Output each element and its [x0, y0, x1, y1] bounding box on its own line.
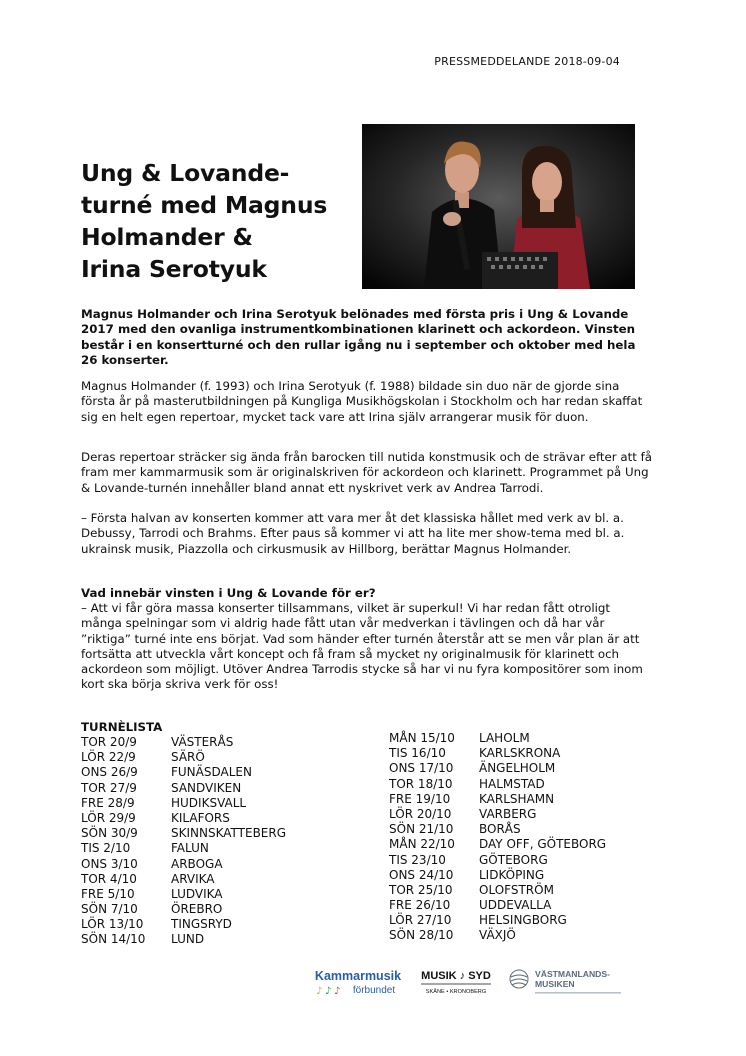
tour-date-row	[81, 781, 286, 796]
page-title	[81, 158, 356, 286]
tour-day: ONS 3/10	[81, 856, 138, 871]
duo-photo	[362, 124, 635, 289]
note-icon: ♪	[325, 986, 332, 997]
tour-date-row	[389, 822, 606, 837]
tour-date-row	[389, 853, 606, 868]
tour-city: SANDVIKEN	[171, 780, 242, 795]
tour-date-row	[389, 913, 606, 928]
tour-day: SÖN 28/10	[389, 928, 454, 943]
tour-list-heading: TURNÈLISTA	[81, 720, 163, 734]
tour-date-row	[81, 917, 286, 932]
title-line: Ung & Lovande-	[81, 159, 290, 187]
title-line: Irina Serotyuk	[81, 254, 267, 283]
tour-date-row	[81, 811, 286, 826]
tour-date-row	[81, 735, 286, 750]
tour-date-row	[81, 887, 286, 902]
tour-day: TOR 27/9	[81, 780, 137, 795]
paragraph-bio: Magnus Holmander (f. 1993) och Irina Serotyuk (f. 1988) bildade sin duo när de gjorde sina första år på masterutbildningen på Kungliga Musikhögskolan i Stockholm och har redan skaffat sig en helt egen repertoar, mycket tack vare att Irina själv arrangerar musik för duon.	[81, 379, 643, 424]
tour-day: LÖR 22/9	[81, 750, 136, 765]
tour-city: LUND	[171, 932, 205, 947]
tour-city: FALUN	[171, 841, 209, 856]
tour-day: ONS 26/9	[81, 765, 138, 780]
tour-day: SÖN 21/10	[389, 822, 454, 837]
vastmanlandsmusiken-logo	[507, 966, 625, 1000]
tour-date-row	[81, 932, 286, 947]
tour-city: VÄXJÖ	[479, 928, 516, 943]
tour-city: UDDEVALLA	[479, 898, 552, 913]
tour-date-row	[389, 807, 606, 822]
tour-day: MÅN 15/10	[389, 731, 455, 745]
tour-date-row	[81, 841, 286, 856]
tour-day: SÖN 30/9	[81, 826, 138, 841]
tour-city: BORÅS	[479, 822, 521, 837]
tour-date-row	[389, 746, 606, 761]
tour-day: LÖR 20/10	[389, 806, 452, 821]
logo-musiksyd-line2: SKÅNE • KRONOBERG	[425, 989, 487, 995]
tour-city: LIDKÖPING	[479, 867, 545, 882]
tour-day: LÖR 27/10	[389, 913, 452, 928]
tour-day: LÖR 29/9	[81, 810, 136, 825]
tour-date-row	[389, 928, 606, 943]
press-release-date: PRESSMEDDELANDE 2018-09-04	[434, 55, 620, 68]
tour-date-row	[81, 826, 286, 841]
tour-city: KARLSHAMN	[479, 791, 555, 806]
paragraph-answer: – Att vi får göra massa konserter tillsammans, vilket är superkul! Vi har redan fått otroligt många spelningar som vi aldrig hade fått utan vår medverkan i tävlingen och då har vår ”riktiga” turné inte ens börjat. Vad som händer efter turnén återstår att se men vår plan är att fortsätta att utveckla vårt koncept och få fram så mycket ny originalmusik för klarinett och ackordeon som möjligt. Utöver Andrea Tarrodis stycke så har vi nu fyra kompositörer som inom kort ska börja skriva verk för oss!	[81, 601, 643, 692]
note-icon: ♪	[316, 986, 323, 997]
tour-day: TIS 23/10	[389, 852, 446, 867]
tour-date-row	[389, 731, 606, 746]
logo-kammarmusik-line1: Kammarmusik	[314, 969, 402, 983]
tour-city: KARLSKRONA	[479, 746, 561, 761]
tour-date-row	[81, 765, 286, 780]
tour-city: FUNÄSDALEN	[171, 765, 252, 780]
tour-city: ARBOGA	[171, 856, 223, 871]
tour-day: TIS 2/10	[81, 841, 131, 856]
tour-date-row	[81, 872, 286, 887]
vastmanland-emblem-icon	[510, 970, 528, 988]
tour-day: FRE 26/10	[389, 898, 451, 913]
tour-day: FRE 28/9	[81, 795, 135, 810]
musik-i-syd-logo	[418, 966, 494, 1000]
tour-city: VÄSTERÅS	[171, 735, 234, 749]
title-line: Holmander &	[81, 222, 253, 251]
tour-city: SÄRÖ	[171, 750, 205, 765]
tour-city: ÖREBRO	[171, 902, 223, 917]
note-icon: ♪	[334, 986, 341, 997]
tour-city: ARVIKA	[171, 871, 215, 886]
title-line: turné med Magnus	[81, 190, 328, 219]
tour-date-row	[389, 868, 606, 883]
tour-day: TOR 20/9	[81, 735, 137, 749]
tour-city: OLOFSTRÖM	[479, 882, 554, 897]
logo-vastmanland-line1: VÄSTMANLANDS-	[535, 969, 610, 979]
tour-city: LUDVIKA	[171, 886, 223, 901]
tour-date-row	[389, 898, 606, 913]
kammarmusikforbundet-logo	[312, 966, 404, 1000]
tour-day: TOR 18/10	[389, 776, 453, 791]
logo-kammarmusik-line2: förbundet	[352, 985, 396, 996]
tour-day: TIS 16/10	[389, 746, 446, 761]
tour-day: FRE 5/10	[81, 886, 135, 901]
tour-day: FRE 19/10	[389, 791, 451, 806]
tour-city: TINGSRYD	[171, 917, 232, 932]
paragraph-quote: – Första halvan av konserten kommer att vara mer åt det klassiska hållet med verk av bl. a. Debussy, Tarrodi och Brahms. Efter paus så kommer vi att ha lite mer show-tema med bl. a. ukrainsk musik, Piazzolla och cirkusmusik av Hillborg, berättar Magnus Holmander.	[81, 511, 625, 556]
tour-date-row	[81, 750, 286, 765]
tour-day: TOR 4/10	[81, 871, 137, 886]
tour-city: HUDIKSVALL	[171, 795, 247, 810]
logo-musiksyd-line1: MUSIK ♪ SYD	[421, 970, 491, 982]
tour-list-left	[81, 735, 286, 948]
tour-day: ONS 17/10	[389, 761, 454, 776]
tour-day: MÅN 22/10	[389, 837, 455, 852]
paragraph-repertoire: Deras repertoar sträcker sig ända från barocken till nutida konstmusik och de strävar efter att få fram mer kammarmusik som är originalskriven för ackordeon och klarinett. Programmet på Ung & Lovande-turnén innehåller bland annat ett nyskrivet verk av Andrea Tarrodi.	[81, 450, 653, 495]
tour-date-row	[389, 837, 606, 852]
tour-day: SÖN 7/10	[81, 902, 138, 917]
tour-city: ÄNGELHOLM	[479, 761, 556, 776]
tour-date-row	[389, 777, 606, 792]
tour-date-row	[81, 796, 286, 811]
duo-photo-illustration	[362, 124, 635, 289]
logo-vastmanland-line2: MUSIKEN	[535, 979, 575, 989]
question-heading: Vad innebär vinsten i Ung & Lovande för er?	[81, 586, 376, 600]
tour-city: DAY OFF, GÖTEBORG	[479, 837, 607, 852]
tour-city: LAHOLM	[479, 731, 530, 745]
tour-date-row	[389, 761, 606, 776]
tour-date-row	[389, 883, 606, 898]
tour-date-row	[389, 792, 606, 807]
tour-date-row	[81, 857, 286, 872]
tour-day: SÖN 14/10	[81, 932, 146, 947]
tour-day: TOR 25/10	[389, 882, 453, 897]
lead-paragraph: Magnus Holmander och Irina Serotyuk belönades med första pris i Ung & Lovande 2017 med den ovanliga instrumentkombinationen klarinett och ackordeon. Vinsten består i en konsertturné och den rullar igång nu i september och oktober med hela 26 konserter.	[81, 307, 636, 367]
tour-city: VARBERG	[479, 806, 537, 821]
tour-day: LÖR 13/10	[81, 917, 144, 932]
tour-day: ONS 24/10	[389, 867, 454, 882]
tour-city: KILAFORS	[171, 810, 230, 825]
tour-date-row	[81, 902, 286, 917]
tour-city: HELSINGBORG	[479, 913, 567, 928]
tour-city: SKINNSKATTEBERG	[171, 826, 287, 841]
tour-list-right	[389, 731, 606, 944]
tour-city: GÖTEBORG	[479, 852, 548, 867]
tour-city: HALMSTAD	[479, 776, 545, 791]
